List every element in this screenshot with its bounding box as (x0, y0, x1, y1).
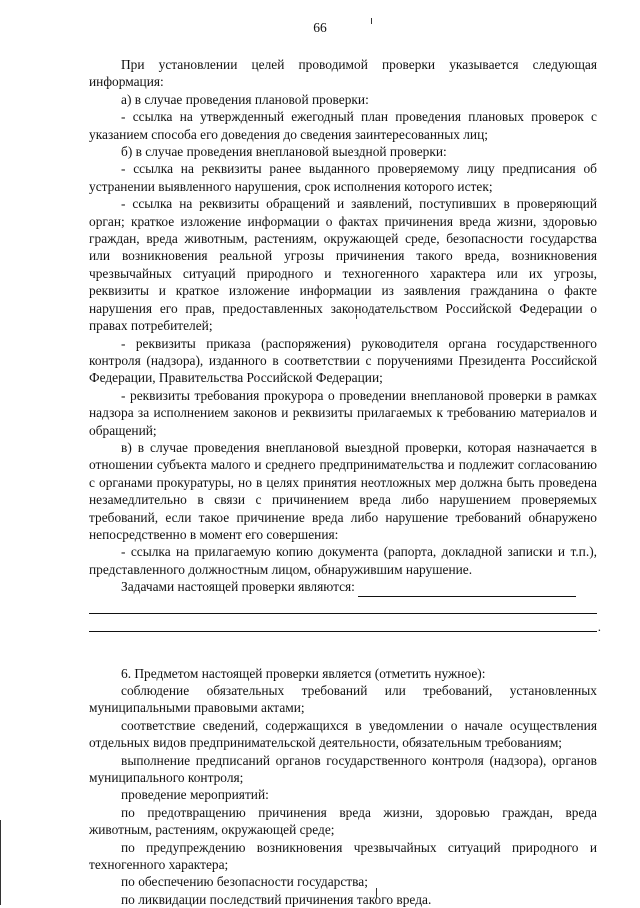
document-body (89, 56, 601, 908)
paragraph-measures: проведение мероприятий: (121, 787, 269, 803)
paragraph-subject-heading: 6. Предметом настоящей проверки является (отметить нужное): (121, 665, 486, 681)
paragraph-prescriptions: выполнение предписаний органов государственного контроля (надзора), органов муниципального контроля; (89, 752, 597, 786)
paragraph-consequences: по ликвидации последствий причинения такого вреда. (121, 891, 432, 907)
paragraph-planned: а) в случае проведения плановой проверки: (121, 91, 369, 107)
tasks-blank-line-1[interactable] (89, 597, 597, 614)
paragraph-notification: соответствие сведений, содержащихся в уведомлении о начале осуществления отдельных видов предпринимательской деятельности, обязательным требованиям; (89, 717, 597, 751)
paragraph-harm-prevention: по предотвращению причинения вреда жизни, здоровью граждан, вреда животным, растениям, окружающей среде; (89, 804, 597, 838)
section-gap (89, 633, 597, 665)
tasks-label: Задачами настоящей проверки являются: (121, 579, 355, 595)
paragraph-prosecutor-details: - реквизиты требования прокурора о проведении внеплановой проверки в рамках надзора за исполнением законов и реквизиты прилагаемых к требованию материалов и обращений; (89, 387, 597, 438)
tasks-blank-line-2[interactable] (89, 615, 601, 635)
paragraph-order-details: - реквизиты приказа (распоряжения) руководителя органа государственного контроля (надзора), изданного в соответствии с поручениями Президента Российской Федерации, Правительства Российской Федерации; (89, 335, 597, 386)
scan-mark-top (371, 18, 372, 24)
paragraph-appeals-link: - ссылка на реквизиты обращений и заявлений, поступивших в проверяющий орган; краткое изложение информации о фактах причинения вреда жизни, здоровью граждан, вреда животным, растениям, окружающей среде, безопасности государства или возникновения реальной угрозы причинения такого вреда, возникновения чрезвычайных ситуаций природного и техногенного характера или их угрозы, реквизиты и краткое изложение информации из заявления гражданина о факте нарушения его прав, предоставленных законодательством Российской Федерации о правах потребителей; (89, 196, 597, 334)
paragraph-intro: При установлении целей проводимой проверки указывается следующая информация: (89, 57, 597, 90)
scan-edge-left (0, 820, 1, 905)
paragraph-state-security: по обеспечению безопасности государства; (121, 874, 368, 890)
paragraph-unplanned: б) в случае проведения внеплановой выездной проверки: (121, 144, 447, 160)
page-number: 66 (313, 20, 327, 35)
tasks-fill-field[interactable] (358, 578, 576, 596)
paragraph-document-copy: - ссылка на прилагаемую копию документа (рапорта, докладной записки и т.п.), представленного должностным лицом, обнаружившим нарушение. (89, 544, 597, 577)
paragraph-small-business: в) в случае проведения внеплановой выездной проверки, которая назначается в отношении субъекта малого и среднего предпринимательства и подлежит согласованию с органами прокуратуры, но в целях принятия неотложных мер должна быть проведена незамедлительно в связи с причинением вреда либо нарушением проверяемых требований, если такое причинение вреда либо нарушение требований обнаружено непосредственно в момент его совершения: (89, 439, 597, 542)
paragraph-compliance: соблюдение обязательных требований или требований, установленных муниципальными правовыми актами; (89, 683, 597, 716)
paragraph-emergency-prevention: по предупреждению возникновения чрезвычайных ситуаций природного и техногенного характера; (89, 839, 597, 873)
tasks-line (89, 578, 597, 596)
paragraph-prescription-link: - ссылка на реквизиты ранее выданного проверяемому лицу предписания об устранении выявленного нарушения, срок исполнения которого истек; (89, 161, 597, 194)
paragraph-planned-link: - ссылка на утвержденный ежегодный план проведения плановых проверок с указанием способа его доведения до сведения заинтересованных лиц; (89, 109, 597, 142)
line-end-dot: . (597, 619, 601, 635)
